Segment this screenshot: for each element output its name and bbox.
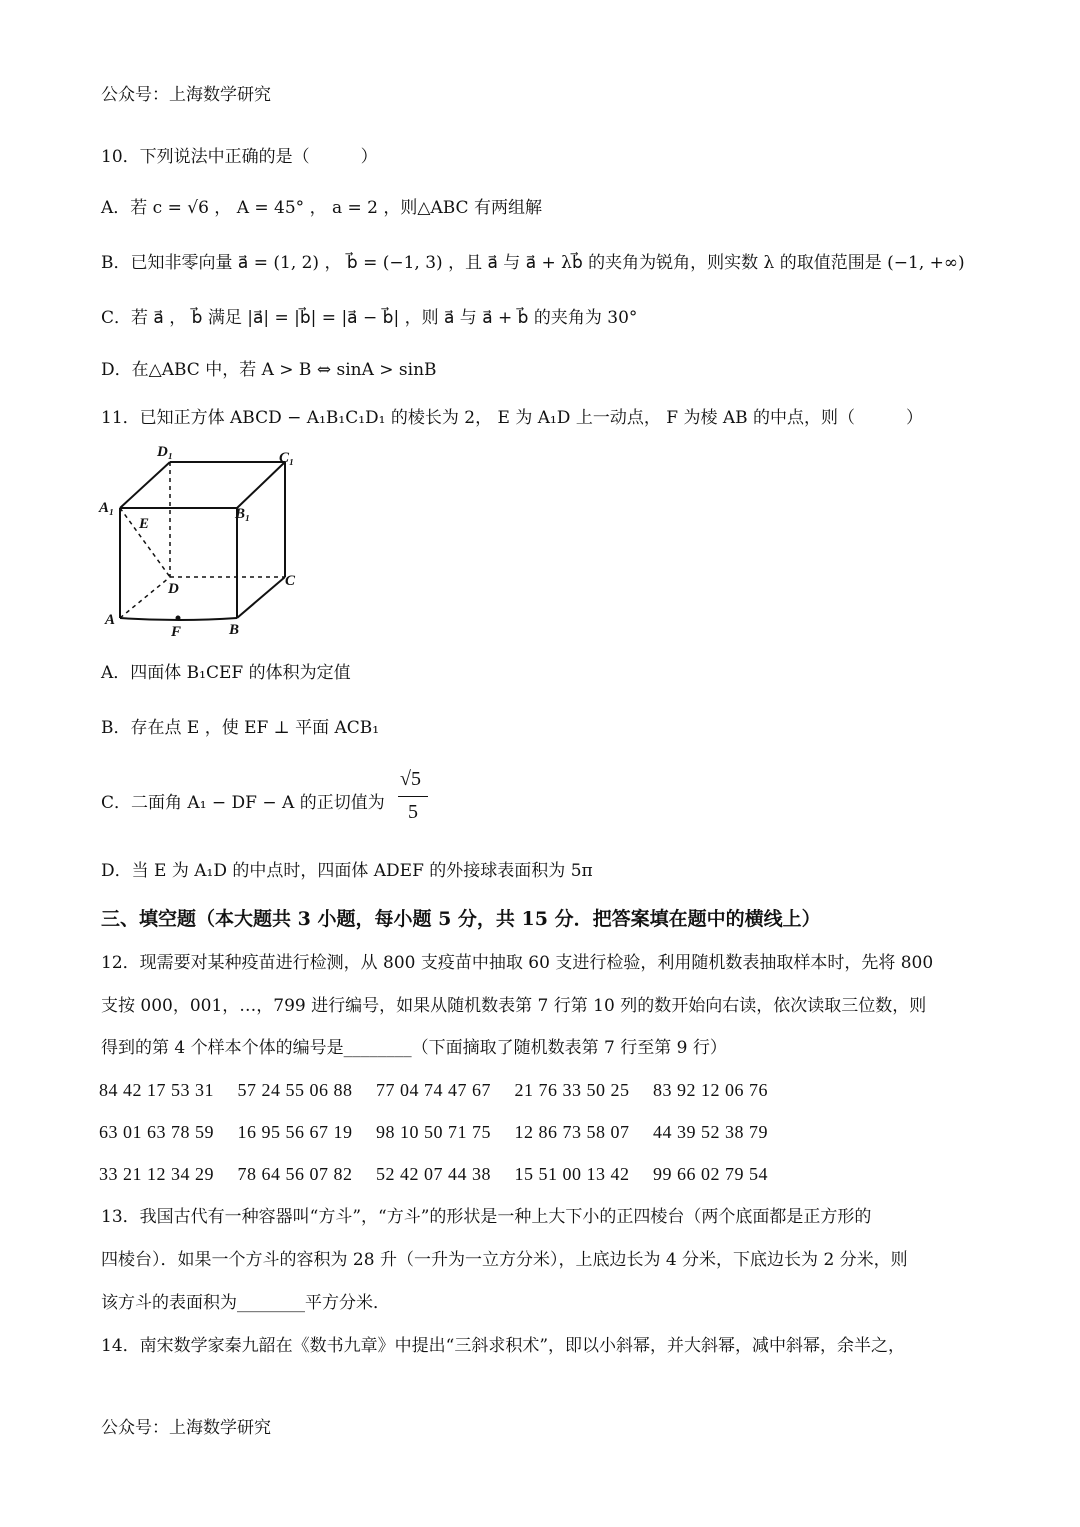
q11-option-a: A．四面体 B₁CEF 的体积为定值: [101, 663, 351, 683]
q13-line-2: 四棱台）．如果一个方斗的容积为 28 升（一升为一立方分米），上底边长为 4 分米，下底边长为 2 分米，则: [101, 1250, 908, 1270]
fraction-bar: [398, 796, 428, 797]
q10-option-c: C．若 a⃗ ， b⃗ 满足 |a⃗| = |b⃗| = |a⃗ − b⃗| ，则 a⃗ 与 a⃗ + b⃗ 的夹角为 30°: [101, 308, 638, 328]
q10-option-a: A．若 c = √6 ， A = 45° ， a = 2 ，则△ABC 有两组解: [101, 198, 542, 218]
label-a: A: [105, 612, 116, 628]
q12-line-1: 12．现需要对某种疫苗进行检测，从 800 支疫苗中抽取 60 支进行检验，利用随机数表抽取样本时，先将 800: [101, 953, 934, 973]
label-a1: A₁: [99, 500, 115, 516]
q14-line-1: 14．南宋数学家秦九韶在《数书九章》中提出“三斜求积术”，即以小斜幂，并大斜幂，减中斜幂，余半之，: [101, 1336, 906, 1356]
label-e: E: [139, 516, 150, 532]
q11-stem: 11．已知正方体 ABCD − A₁B₁C₁D₁ 的棱长为 2， E 为 A₁D 上一动点， F 为棱 AB 的中点，则（ ）: [101, 408, 924, 428]
q11-option-c-denominator: 5: [408, 801, 418, 823]
label-d: D: [168, 581, 179, 597]
q10-option-b: B．已知非零向量 a⃗ = (1, 2) ， b⃗ = (−1, 3) ，且 a⃗ 与 a⃗ + λb⃗ 的夹角为锐角，则实数 λ 的取值范围是 (−1, +∞): [101, 253, 965, 273]
q13-line-1: 13．我国古代有一种容器叫“方斗”，“方斗”的形状是一种上大下小的正四棱台（两个底面都是正方形的: [101, 1207, 872, 1227]
random-table-row-7: 84 42 17 53 31 57 24 55 06 88 77 04 74 47 67 21 76 33 50 25 83 92 12 06 76: [99, 1080, 768, 1100]
cube-figure: [95, 440, 315, 640]
q12-line-2: 支按 000，001，…，799 进行编号，如果从随机数表第 7 行第 10 列的数开始向右读，依次读取三位数，则: [101, 996, 927, 1016]
q10-option-d: D．在△ABC 中，若 A > B ⇔ sinA > sinB: [101, 360, 437, 380]
q11-option-d: D．当 E 为 A₁D 的中点时，四面体 ADEF 的外接球表面积为 5π: [101, 861, 593, 881]
random-table-row-9: 33 21 12 34 29 78 64 56 07 82 52 42 07 44 38 15 51 00 13 42 99 66 02 79 54: [99, 1164, 768, 1184]
label-b1: B₁: [235, 506, 251, 522]
q11-option-c: C．二面角 A₁ − DF − A 的正切值为: [101, 793, 385, 813]
label-f: F: [171, 624, 182, 640]
q13-line-3: 该方斗的表面积为________平方分米．: [101, 1293, 390, 1313]
label-b: B: [229, 622, 240, 638]
section-heading: 三、填空题（本大题共 3 小题，每小题 5 分，共 15 分．把答案填在题中的横线上）: [101, 908, 821, 930]
label-c: C: [285, 573, 296, 589]
q11-option-c-numerator: √5: [400, 768, 421, 790]
q11-option-b: B．存在点 E ，使 EF ⊥ 平面 ACB₁: [101, 718, 380, 738]
q12-line-3: 得到的第 4 个样本个体的编号是________（下面摘取了随机数表第 7 行至第 9 行）: [101, 1038, 727, 1058]
random-table-row-8: 63 01 63 78 59 16 95 56 67 19 98 10 50 71 75 12 86 73 58 07 44 39 52 38 79: [99, 1122, 768, 1142]
label-d1: D₁: [157, 444, 174, 460]
label-c1: C₁: [279, 450, 295, 466]
page-header: 公众号：上海数学研究: [101, 85, 271, 105]
page-footer: 公众号：上海数学研究: [101, 1418, 271, 1438]
q10-stem: 10．下列说法中正确的是（ ）: [101, 147, 378, 167]
